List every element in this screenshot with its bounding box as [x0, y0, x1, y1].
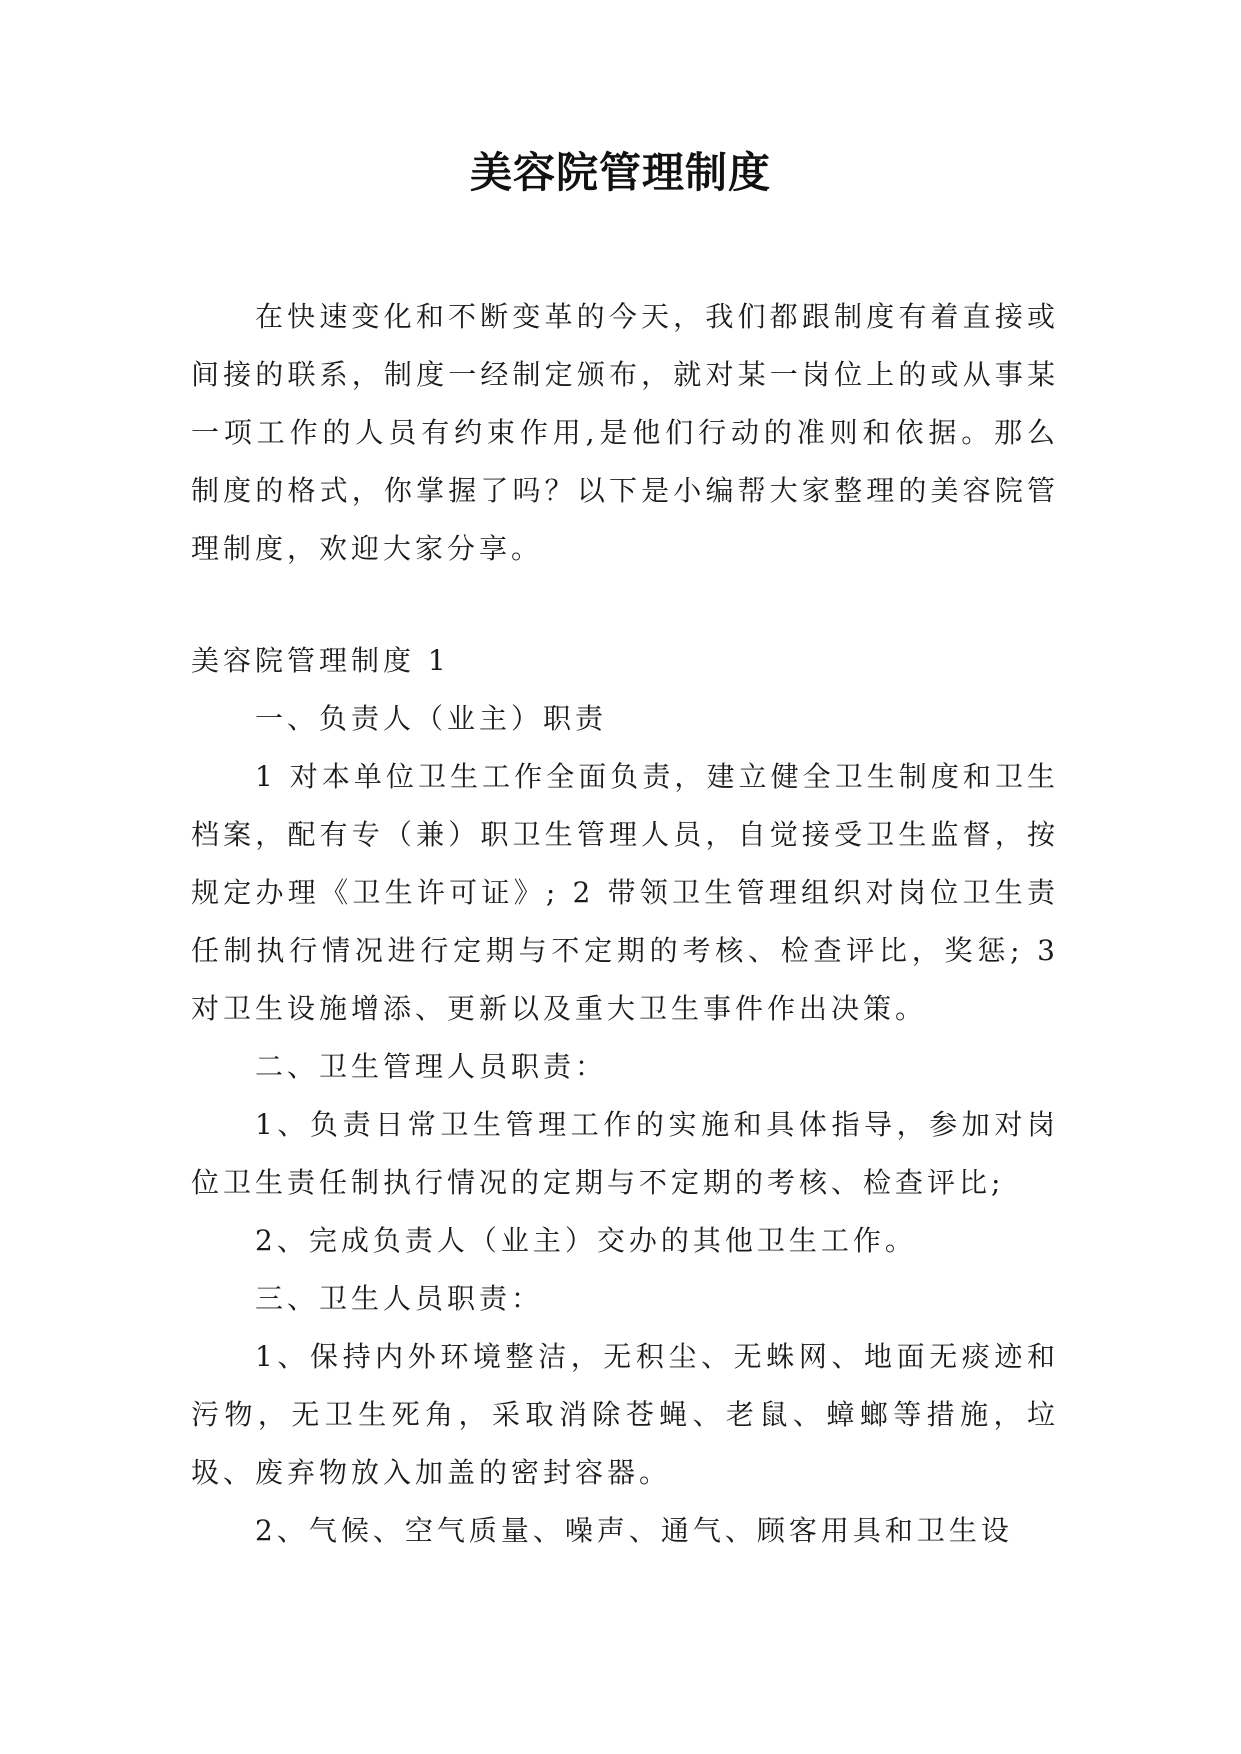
document-title: 美容院管理制度	[469, 148, 771, 197]
paragraph-duty-manager: 二、卫生管理人员职责：	[255, 1050, 608, 1083]
intro-block	[191, 288, 1059, 578]
paragraph-staff-item-1: 1、保持内外环境整洁，无积尘、无蛛网、地面无痰迹和污物，无卫生死角，采取消除苍蝇、老鼠、蟑螂等措施，垃圾、废弃物放入加盖的密封容器。	[191, 1340, 1059, 1489]
paragraph-duty-staff: 三、卫生人员职责：	[255, 1282, 544, 1315]
paragraph-manager-item-1: 1、负责日常卫生管理工作的实施和具体指导，参加对岗位卫生责任制执行情况的定期与不定期的考核、检查评比;	[191, 1108, 1059, 1199]
intro-paragraph: 在快速变化和不断变革的今天，我们都跟制度有着直接或间接的联系，制度一经制定颁布，就对某一岗位上的或从事某一项工作的人员有约束作用,是他们行动的准则和依据。那么制度的格式，你掌握了吗？以下是小编帮大家整理的美容院管理制度，欢迎大家分享。	[191, 300, 1059, 565]
paragraph-duty-owner: 一、负责人（业主）职责	[255, 702, 608, 735]
paragraph-duty-owner-items: 1 对本单位卫生工作全面负责，建立健全卫生制度和卫生档案，配有专（兼）职卫生管理人员，自觉接受卫生监督，按规定办理《卫生许可证》; 2 带领卫生管理组织对岗位卫生责任制执行情况进行定期与不定期的考核、检查评比，奖惩; 3 对卫生设施增添、更新以及重大卫生事件作出决策。	[191, 760, 1059, 1025]
content-block	[191, 632, 1059, 1560]
section-heading: 美容院管理制度 1	[191, 644, 450, 677]
paragraph-manager-item-2: 2、完成负责人（业主）交办的其他卫生工作。	[255, 1224, 917, 1257]
paragraph-staff-item-2: 2、气候、空气质量、噪声、通气、顾客用具和卫生设	[255, 1514, 1013, 1547]
